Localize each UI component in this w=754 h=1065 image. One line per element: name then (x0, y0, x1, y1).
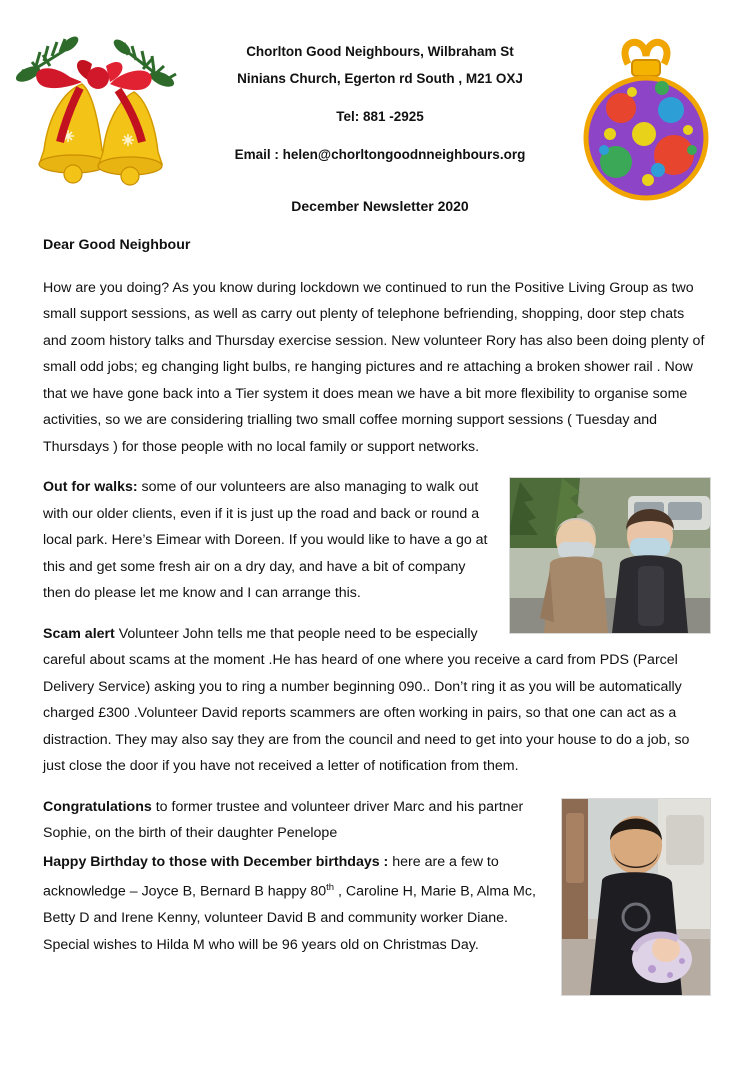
salutation: Dear Good Neighbour (43, 237, 191, 253)
photo-walk-image (510, 478, 710, 633)
paragraph-intro: How are you doing? As you know during lockdown we continued to run the Positive Living Group as two small support sessions, as well as carry out plenty of telephone befriending, shopping, door step chats and zoom history talks and Thursday exercise session. New volunteer Rory has also been doing plenty of small odd jobs; eg changing light bulbs, re hanging pictures and re attaching a broken shower rail . Now that we have gone back into a Tier system it does mean we have a bit more flexibility to organise some activities, so we are considering trialling two small coffee morning support sessions ( Tuesday and Thursdays ) for those people with no local family or support networks. (43, 279, 705, 455)
birthday-heading: Happy Birthday to those with December birthdays : (43, 853, 389, 870)
christmas-bells-icon (10, 22, 200, 197)
newsletter-header (0, 0, 754, 214)
birthday-text-2: , Caroline H, Marie B, Alma Mc, Betty D and Irene Kenny, volunteer David B and community worker Diane. Special wishes to Hilda M who will be 96 years old on Christmas Day. (43, 883, 536, 953)
photo-eimear-with-doreen (509, 477, 711, 634)
walks-text: some of our volunteers are also managing to walk out with our older clients, even if it is just up the road and back or round a local park. Here’s Eimear with Doreen. If you would like to have a go at this and get some fresh air on a dry day, and have a bit of company then do please let me know and I can arrange this. (43, 479, 488, 601)
org-telephone: Tel: 881 -2925 (336, 109, 424, 124)
org-address-line1: Chorlton Good Neighbours, Wilbraham St (246, 44, 514, 59)
organisation-details (205, 38, 555, 168)
newsletter-body (43, 232, 711, 1002)
newsletter-title: December Newsletter 2020 (291, 198, 469, 214)
walks-heading: Out for walks: (43, 479, 138, 495)
scam-text: Volunteer John tells me that people need to be especially careful about scams at the moment .He has heard of one where you receive a card from PDS (Parcel Delivery Service) asking you to ring a number beginning 090.. Don’t ring it as you will be automatically charged £300 .Volunteer David reports scammers are often working in pairs, so that one can act as a distraction. They may also say they are from the council and need to get into your house to do a job, so just close the door if you have not received a letter of notification from them. (43, 625, 690, 774)
photo-baby-image (562, 799, 710, 995)
org-email: Email : helen@chorltongoodnneighbours.org (234, 147, 526, 162)
photo-marc-with-baby (561, 798, 711, 996)
christmas-bauble-icon (566, 30, 726, 205)
scam-heading: Scam alert (43, 625, 115, 642)
congratulations-text: to former trustee and volunteer driver Marc and his partner Sophie, on the birth of their daughter Penelope (43, 798, 524, 841)
paragraph-scam (43, 621, 711, 780)
birthday-text-1: here are a few to acknowledge – Joyce B, Bernard B happy 80 (43, 853, 499, 900)
birthday-ordinal-suffix: th (326, 882, 335, 893)
congratulations-heading: Congratulations (43, 798, 152, 815)
org-address-line2: Ninians Church, Egerton rd South , M21 OXJ (237, 71, 523, 86)
